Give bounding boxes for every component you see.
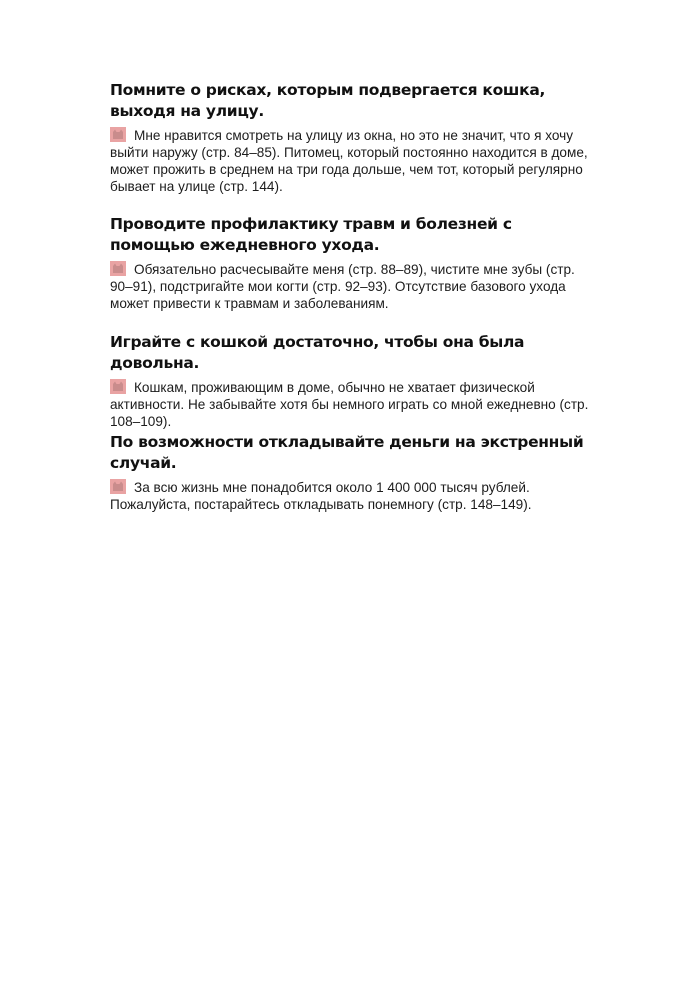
- section-body-text: Кошкам, проживающим в доме, обычно не хватает физической активности. Не забывайте хотя бы немного играть со мной ежедневно (стр. 108–109).: [110, 380, 589, 429]
- section-body-text: За всю жизнь мне понадобится около 1 400 000 тысяч рублей. Пожалуйста, постарайтесь откладывать понемногу (стр. 148–149).: [110, 480, 532, 512]
- section-body-text: Мне нравится смотреть на улицу из окна, но это не значит, что я хочу выйти наружу (стр. 84–85). Питомец, который постоянно находится в доме, может прожить в среднем на три года дольше, чем тот, который регулярно бывает на улице (стр. 144).: [110, 128, 588, 194]
- section-body: [110, 379, 592, 430]
- cat-icon: [110, 479, 126, 494]
- section-savings: [110, 432, 592, 513]
- section-body-text: Обязательно расчесывайте меня (стр. 88–89), чистите мне зубы (стр. 90–91), подстригайте мои когти (стр. 92–93). Отсутствие базового ухода может привести к травмам и заболеваниям.: [110, 262, 575, 311]
- section-body: [110, 127, 592, 195]
- section-heading: По возможности откладывайте деньги на экстренный случай.: [110, 433, 584, 472]
- cat-icon: [110, 261, 126, 276]
- section-body: [110, 261, 592, 312]
- cat-icon: [110, 127, 126, 142]
- cat-icon: [110, 379, 126, 394]
- section-heading: Помните о рисках, которым подвергается кошка, выходя на улицу.: [110, 81, 546, 120]
- section-daily-care: [110, 214, 592, 312]
- section-body: [110, 479, 592, 513]
- section-heading: Играйте с кошкой достаточно, чтобы она была довольна.: [110, 333, 525, 372]
- section-heading: Проводите профилактику травм и болезней с помощью ежедневного ухода.: [110, 215, 512, 254]
- section-outdoor-risks: [110, 80, 592, 195]
- section-play: [110, 332, 592, 430]
